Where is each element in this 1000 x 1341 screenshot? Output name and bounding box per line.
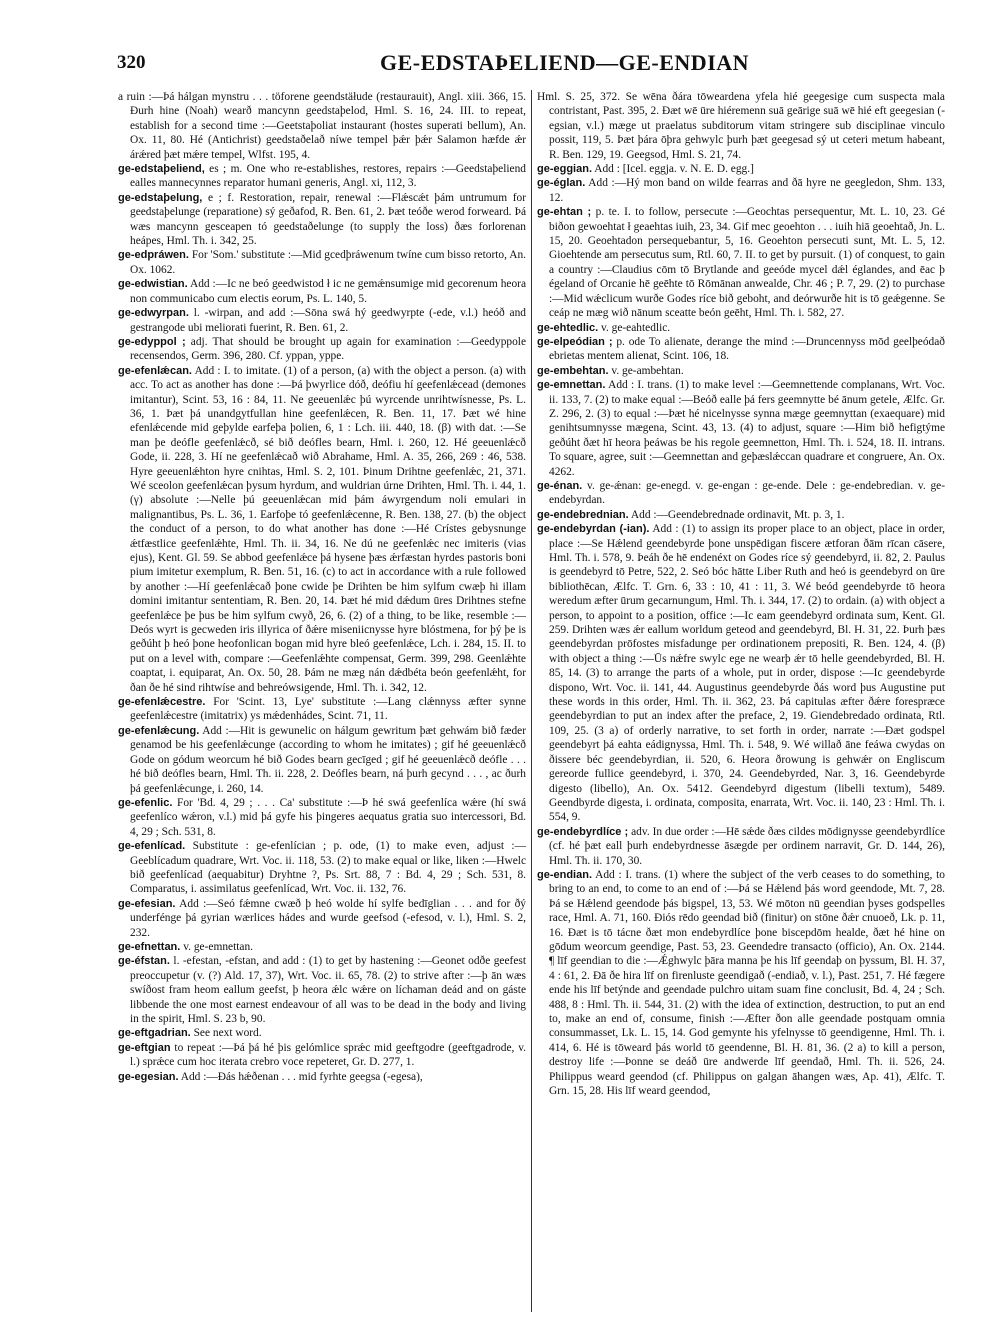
- dictionary-entry: [118, 306, 526, 335]
- dictionary-entry: [537, 176, 945, 205]
- entry-headword: ge-éfstan.: [118, 955, 170, 968]
- dictionary-entry: [537, 364, 945, 378]
- entry-headword: ge-énan.: [537, 479, 583, 492]
- entry-body: to repeat :—Þá þá hé þis gelómlice sprǽc mid geeftgodre (geeftgadrode, v. l.) sprǽce cum hoc iterata crebro voce repeteret, Gr. D. 277, 1.: [130, 1041, 526, 1069]
- entry-headword: ge-edwyrpan.: [118, 307, 189, 320]
- entry-headword: ge-edstaþelung,: [118, 191, 203, 204]
- entry-headword: ge-edyppol ;: [118, 335, 186, 348]
- dictionary-entry: [118, 335, 526, 364]
- entry-body: adv. In due order :—Hē sǽde ðæs cildes mōdignysse geendebyrdlíce (cf. hé þæt eall þurh endebyrdnesse āsægde per ordinem narravit, Gr. D. 144, 26), Hml. Th. ii. 170, 30.: [549, 825, 945, 867]
- entry-headword: ge-efnettan.: [118, 940, 181, 953]
- entry-headword: ge-efenlic.: [118, 796, 173, 809]
- entry-body: Hml. S. 25, 372. Se wēna ðára tōweardena yfela hié geegesige cum suspecta mala contristant, Past. 395, 2. Ðæt wē ūre hiéremenn suā geārige suā wē hié eft geegesian (-egsian, v.l.) mæge ut praelatus subditorum vitam stringere sub disciplinae vinculo possit, 119, 5. Þæt þára ōþra gehwylc þurh þæt geegesad sý ut ceteri metum habeant, R. Ben. 129, 19. Geegsod, Hml. S. 21, 74.: [537, 91, 945, 161]
- entry-body: For 'Som.' substitute :—Mid gcedþráwenum twíne cum bisso retorto, An. Ox. 1062.: [130, 249, 526, 276]
- dictionary-entry: [118, 940, 526, 954]
- entry-headword: ge-emnettan.: [537, 379, 606, 392]
- dictionary-entry: [118, 1041, 526, 1070]
- dictionary-entry: [118, 695, 526, 724]
- entry-body: v. ge-eahtedlic.: [600, 321, 671, 334]
- right-column: [537, 90, 945, 1318]
- entry-body: Add : (1) to assign its proper place to an object, place in order, place :—Se Hǽlend geendebyrde þone unspēdigan fiscere ætforan ðām rīcan cāsere, Hml. Th. i. 578, 9. Þeáh ðe hē endenéxt on Godes ríce sý geendebyrd, ii. 82, 2. Paulus is geendebyrd tō Petre, 522, 2. Seó bóc hātte Liber Ruth and heó is geendebyrd on ūre bibliothēcan, Ælfc. T. Grn. 6, 33 : 10, 41 : 11, 3. Wé beód geendebyrde tō heora weredum æfter ūrum gecarnungum, Hml. Th. i. 344, 17. (2) to ordain. (a) with object a person, to appoint to a position, office :—Ic eam geendebyrd ordinata sum, Kent. Gl. 259. Drihten wæs ǽr eallum worldum geteod and geendebyrd, Bl. H. 31, 22. Þurh þæs geendebyrdan prōfostes misfadunge per ordinationem prepositi, R. Ben. 124, 4. (β) with object a thing :—Ūs nǽfre swylc ege ne wearþ ǽr tō helle geendebyrded, Bl. H. 85, 14. (3) to arrange the parts of a whole, put in order, dispose :—Ic geendebyrde dispono, Wrt. Voc. ii. 141, 44. Augustinus geendebyrde ðás word þus Augustine put these words in this order, Hml. Th. ii. 362, 23. Þá capitulas æfter ðǽre forespræce geendebyrdian to put an index after the preface, 2, 19. Giendebredado ordinata, Rtl. 109, 25. (3 a) of orderly narrative, to set forth in order, narrate :—Ðæt godspel geendebyrt þá eahta eádignyssa, Hml. Th. i. 548, 9. Wé willað āne feáwa cwydas on ðissere béc geendebyrdian, ii. 520, 6. Heora ðrowung is gehwǽr on Engliscum gereorde fullice geendebyrd, i. 370, 24. Geendebyrded, Nar. 3, 16. Geendebyrde digesto (libello), An. Ox. 5412. Geendebyrd digestum (libelli textum), 5489. Geendbyrde digesta, i. ordinata, composita, enarrata, Wrt. Voc. ii. 140, 23 : Hml. Th. i. 554, 9.: [549, 523, 945, 824]
- dictionary-entry: [537, 508, 945, 522]
- entry-body: Add : I. to imitate. (1) of a person, (a) with the object a person. (a) with acc. To act as another has done :—Þá þwyrlice dóð, deófiu hí geefenlǽcead (demones imitantur), Scint. 53, 16 : 84, 11. Ne geeuenlǽc þú wyrcende unrihtwísnesse, Ps. L. 36, 1. Þæt þá unandgytfullan hine geefenlǽcen, R. Ben. 11, 17. Þæt wé hine efenlǽcende mid geþylde earfeþa þolien, 6, 1 : Lch. iii. 440, 18. (β) with dat. :—Se man þe deófle geefenlǽcð, sé bið deófles bearn, Hml. i. 260, 12. Hé geeuenlǽcð Gode, ii. 228, 3. Hí ne geefenlǽcað wið Abrahame, Hml. A. 35, 266, 269 : 46, 538. Hyre geeuenlǽhton hyre cnihtas, Hml. S. 2, 101. Þinum Drihtne geefenlǽc, 21, 371. Wé sceolon geefenlǽcan þysum hyrdum, and wuldrian úrne Drihten, Hml. Th. i. 44, 1. (γ) absolute :—Nelle þú geeuenlǽcan mid þám áwyrgendum noli emulari in malignantibus, Ps. L. 36, 1. Earfoþe tó geefenlǽcenne, R. Ben. 138, 27. (b) the object the conduct of a person, to do what another has done :—Hé Crístes gebysnunge ǽtfæstlice geefenlǽhte, Hml. Th. ii. 34, 16. Ne dú ne geefenlǽc nec imiteris (vias ejus), Kent. Gl. 59. Se abbod geefenlǽce þá hysene þæs ǽrfæstan hyrdes pastoris boni pium imitetur exemplum, R. Ben. 51, 16. (c) to act in accordance with a rule followed by another :—Hí geefenlǽcað þone cwide þe Drihten be him sylfum cwæþ hi illam domini imitantur sententiam, R. Ben. 20, 14. Þæt hé mid dǽdum ūres Drihtnes stefne geefenlǽce þe þus be him sylfum cwyð, 26, 6. (2) of a thing, to be like, resemble :—Deós wyrt is gecweden iris illyrica of ðǽre miseniicnysse hyre blóstmena, for þý þe is geðúht þ heó þone heofonlican bogan mid hyre bleó geefenlǽce, Lch. i. 284, 15. II. to put on a level with, compare :—Geefenlǽhte compensat, Germ. 399, 298. Geenlǽhte coaptat, i. equiparat, An. Ox. 50, 28. Þám ne mæg nán dǽdbéta beón geefenlǽht, for ðan ðe hé sind rihtwíse and behreówsigende, Hml. Th. i. 342, 12.: [130, 364, 526, 694]
- entry-headword: ge-ehtedlic.: [537, 321, 599, 334]
- dictionary-entry: [118, 364, 526, 695]
- entry-headword: ge-endebyrdan (-ian).: [537, 523, 650, 536]
- entry-body: Add :—Hit is gewunelic on hálgum gewritum þæt gehwám bið fæder genamod be his geefenlǽcunge (according to whom he imitates) ; gif hé geeuenlǽcð Gode on gódum weorcum hé bið Godes bearn gecīged ; gif hé geeuenlǽcð deófle . . . hé bið deófles bearn, Hml. Th. ii. 228, 2. Deófles bearn, ná þurh gecynd . . . , ac ðurh þá geefenlǽcunge, i. 260, 14.: [130, 724, 526, 795]
- entry-headword: ge-edwistian.: [118, 278, 188, 291]
- entry-headword: ge-eggian.: [537, 163, 593, 176]
- dictionary-entry: [537, 205, 945, 320]
- dictionary-entry: [118, 796, 526, 839]
- entry-body: l. -wirpan, and add :—Sōna swá hý geedwyrpte (-ede, v.l.) heóð and gestrangode ubi meliorati fuerint, R. Ben. 61, 2.: [130, 307, 526, 334]
- entry-headword: ge-edstaþeliend,: [118, 163, 205, 176]
- entry-headword: ge-efenlǽcan.: [118, 364, 192, 377]
- running-head: GE-EDSTAÞELIEND—GE-ENDIAN: [380, 50, 750, 75]
- dictionary-entry: [118, 1026, 526, 1040]
- entry-body: Add :—Seó fǽmne cwæð þ heó wolde hí sylfe bedīglian . . . and for ðý underfénge þá gyrian wærlices hádes and wurde geefsod (-efesod, v. l.), Hml. S. 2, 232.: [130, 897, 526, 939]
- dictionary-entry: [118, 839, 526, 897]
- entry-body: es ; m. One who re-establishes, restores, repairs :—Geedstaþeliend ealles mannecynnes reparator humani generis, Angl. xi, 112, 3.: [130, 163, 526, 190]
- entry-headword: ge-ehtan ;: [537, 206, 592, 219]
- entry-body: l. -efestan, -efstan, and add : (1) to get by hastening :—Geonet odðe geefest preoccupetur (v. (?) Ald. 17, 37), Wrt. Voc. ii. 65, 78. (2) to strive after :—þ ān wæs swíðost fram heom eallum geefst, þ heora ǽlc wǽre on líchaman deád and on gáste libbende the one most earnest endeavour of all was to be dead in the body and living in the spirit, Hml. S. 23 b, 90.: [130, 955, 526, 1025]
- entry-body: Add :—Ðás hǽðenan . . . mid fyrhte geegsa (-egesa),: [180, 1070, 423, 1083]
- entry-headword: ge-eftgadrian.: [118, 1027, 191, 1040]
- entry-headword: ge-endian.: [537, 868, 593, 881]
- entry-body: Add : [Icel. eggja. v. N. E. D. egg.]: [594, 163, 754, 176]
- left-column: [118, 90, 526, 1318]
- entry-headword: ge-edpráwen.: [118, 249, 189, 262]
- dictionary-entry: [118, 954, 526, 1026]
- entry-body: For 'Bd. 4, 29 ; . . . Ca' substitute :—Þ hé swá geefenlíca wǽre (hí swá geefenlíco wǽron, v.l.) mid þá gyfe his þingeres aequatus gratia suo intercessori, Bd. 4, 29 ; Sch. 531, 8.: [130, 796, 526, 838]
- entry-headword: ge-egesian.: [118, 1070, 179, 1083]
- dictionary-entry: [118, 90, 526, 162]
- entry-body: See next word.: [193, 1027, 262, 1040]
- entry-body: Add :—Ic ne beó geedwistod ł ic ne gemǽnsumige mid gecorenum heora non communicabo cum electis eorum, Ps. L. 140, 5.: [130, 278, 526, 305]
- entry-headword: ge-efenlǽcestre.: [118, 696, 206, 709]
- dictionary-entry: [537, 825, 945, 868]
- dictionary-entry: [537, 479, 945, 508]
- dictionary-entry: [118, 191, 526, 249]
- dictionary-entry: [118, 248, 526, 277]
- entry-body: e ; f. Restoration, repair, renewal :—Flǽscǽt þám untrumum for geedstaþelunge (reparatione) sý geðafod, R. Ben. 61, 2. Þæt teóðe werod forweard. Þá wæs mancynn gesceapen tó geedstaðelunge (to supply the loss) ðæs forlorenan heápes, Hml. Th. i. 342, 25.: [130, 191, 526, 248]
- dictionary-entry: [118, 1070, 526, 1084]
- entry-body: p. te. I. to follow, persecute :—Geochtas persequentur, Mt. L. 10, 23. Gé biðon gewoehtat ł geaehtas iuih, 23, 34. Gif mec geoehton . . . iuih hiā geoehtað, Jn. L. 15, 20. Geoehtadon persequebantur, 5, 16. Geoehton persecuti sunt, Mt. L. 5, 12. Gioehtende am persecutus sum, Rtl. 60, 7. II. to get by pursuit. (1) of conquest, to gain a country :—Claudius cōm tō Brytlande and geeóde mycel dǽl églandes, and ēac þ égeland of Orcanie hē geēhte tō Rōmānan anwealde, Chr. 46 ; P. 7, 29. (2) to purchase :—Mid wǽclicum wurðe Godes ríce bið geboht, and deórwurðe hit is tō geǽgenne. Se ceáp ne mæg wið nānum sceatte beón geēht, Hml. Th. i. 582, 27.: [549, 206, 945, 320]
- page-number: 320: [117, 52, 146, 73]
- entry-body: v. ge-ambehtan.: [611, 364, 684, 377]
- dictionary-entry: [118, 897, 526, 940]
- entry-headword: ge-efenlícad.: [118, 840, 186, 853]
- entry-headword: ge-efesian.: [118, 897, 176, 910]
- entry-headword: ge-eftgian: [118, 1041, 171, 1054]
- entry-body: Add :—Geendebrednade ordinavit, Mt. p. 3, 1.: [630, 508, 845, 521]
- entry-body: For 'Scint. 13, Lye' substitute :—Lang clǽnnyss æfter synne geefenlǽcestre (imitatrix) ys mǽdenhádes, Scint. 71, 11.: [130, 696, 526, 723]
- dictionary-entry: [537, 378, 945, 479]
- entry-body: Add :—Hý mon band on wilde fearras and ðā hyre ne geegledon, Shm. 133, 12.: [549, 177, 945, 204]
- dictionary-entry: [537, 90, 945, 162]
- dictionary-entry: [118, 277, 526, 306]
- dictionary-entry: [118, 724, 526, 796]
- entry-headword: ge-églan.: [537, 177, 586, 190]
- dictionary-entry: [537, 321, 945, 335]
- entry-headword: ge-endebyrdlíce ;: [537, 825, 629, 838]
- entry-headword: ge-efenlǽcung.: [118, 724, 200, 737]
- entry-headword: ge-endebrednian.: [537, 508, 629, 521]
- entry-body: Substitute : ge-efenlícian ; p. ode, (1) to make even, adjust :—Geeblícadum quadrare, Wrt. Voc. ii. 118, 53. (2) to make equal or like, liken :—Hwelc bið geefenlícad (aequabitur) Dryhtne ?, Ps. Srt. 88, 7 : Bd. 4, 29 ; Sch. 531, 8. Comparatus, i. assimilatus geefenlícad, Wrt. Voc. ii. 132, 76.: [130, 840, 526, 896]
- entry-body: p. ode To alienate, derange the mind :—Druncennyss mōd geelþeódað ebrietas mentem alienat, Scint. 106, 18.: [549, 335, 945, 363]
- entry-headword: ge-embehtan.: [537, 364, 609, 377]
- dictionary-entry: [537, 522, 945, 825]
- entry-body: Add : I. trans. (1) to make level :—Geemnettende complanans, Wrt. Voc. ii. 133, 7. (2) to make equal :—Beóð ealle þá fers geemnytte bé ānum getele, Ælfc. Gr. Z. 296, 2. (3) to equal :—Þæt hé nicelnysse synna mæge geemnyttan (exaequare) mid genihtsumnysse mægena, Scint. 43, 13. (4) to adjust, square :—Him bið hefigtýme geðúht ðæt hī heora þeáwas be his regole geemnetton, Hml. Th. i. 524, 18. II. intrans. To square, agree, suit :—Geemnettan and geþæslǽccan quadrare et congruere, An. Ox. 4262.: [549, 379, 945, 478]
- dictionary-entry: [537, 868, 945, 1099]
- entry-body: adj. That should be brought up again for examination :—Geedyppole recensendos, Germ. 396, 280. Cf. yppan, yppe.: [130, 335, 526, 363]
- entry-headword: ge-elpeódian ;: [537, 335, 613, 348]
- dictionary-entry: [118, 162, 526, 191]
- entry-body: v. ge-emnettan.: [183, 940, 253, 953]
- entry-body: v. ge-ǽnan: ge-enegd. v. ge-engan : ge-ende. Dele : ge-endebredian. v. ge-endebyrdan.: [549, 479, 945, 507]
- entry-body: Add : I. trans. (1) where the subject of the verb ceases to do something, to bring to an end, to come to an end of :—Þá se Hǽlend þás word geendode, Mt. 7, 28. Þá se Hǽlend geendode þás bigspel, 13, 53. Wé mōton nū geendian þyses godspelles race, Hml. A. 71, 160. Ðiós rēdo geendad bið (finitur) on stōne ðǽr cnuoeð, Lk. p. 11, 16. Ðæt is tō tácne ðæt mon endebyrdlíce þone biscepdōm healde, ðæt hé hine on gōdum weorcum geendige, Past. 53, 23. Geendedre transacto (officio), An. Ox. 2144. ¶ līf geendian to die :—Ǽghwylc þāra manna þe his līf geendaþ on þyssum, Bl. H. 37, 4 : 61, 2. Ðā ðe hira līf on firenluste geendigað (-endiað, v. l.), Past. 251, 7. Hé fægere ende his līf betýnde and geendade pulchro uitam suam fine conclusit, Bd. 4, 24 ; Sch. 488, 8 : Hml. Th. ii. 544, 31. (2) with the idea of extinction, destruction, to put an end to, make an end of, consume, finish :—Æfter ðon alle geendade postquam omnia consummasset, Lk. L. 15, 14. God gemynte his yfelnysse tō geendigenne, Hml. Th. i. 414, 6. Hé is tōweard þás world tō geendenne, Bl. H. 81, 36. (2 a) to kill a person, destroy life :—Þonne se deáð ūre andwerde līf geendað, Hml. Th. ii. 526, 24. Philippus weard geendod (cf. Philippus on galgan āhangen wæs, Ap. 41), Ælfc. T. Grn. 15, 28. His līf weard geendod,: [549, 868, 945, 1098]
- dictionary-entry: [537, 162, 945, 176]
- entry-body: a ruin :—Þá hálgan mynstru . . . töforene geendstäłude (restaurauit), Angl. xiii. 366, 15. Ðurh hine (Noah) wearð mancynn geedstaþelod, Hml. S. 16, 24. III. to repeat, establish for a second time :—Geetstaþoliat instaurant (hostes superati bellum), An. Ox. 11, 80. Hé (Antichrist) geedstaðelað níwe tempel þǽr þǽr Salamon hæfde ǽr árǽred þæt mǽre tempel, Wlfst. 195, 4.: [118, 91, 526, 161]
- dictionary-entry: [537, 335, 945, 364]
- column-rule: [531, 90, 532, 1312]
